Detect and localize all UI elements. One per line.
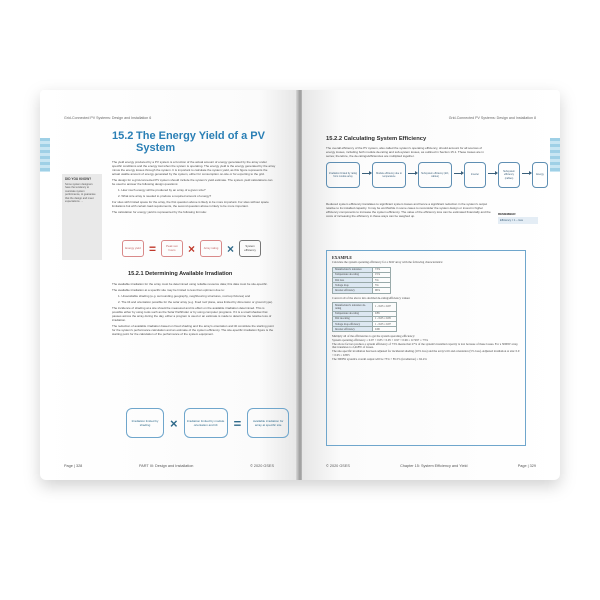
table-cell: Voltage drop efficiency bbox=[333, 321, 373, 326]
table-cell: 1 - 0.03 = 0.97 bbox=[373, 321, 397, 326]
table-row bbox=[333, 327, 397, 332]
paragraph: The design for a grid-connected PV system should include the system's yield estimate. The system yield calculations can be used to answer the following design questions: bbox=[112, 178, 273, 186]
characteristics-table bbox=[332, 267, 391, 294]
paragraph: The available irradiation at a specific site may be limited to less than optimum due to: bbox=[112, 288, 225, 292]
table-cell: 0.85 bbox=[373, 311, 397, 316]
table-cell: Voltage drop bbox=[333, 283, 373, 288]
subsection-title: 15.2.1 Determining Available Irradiation bbox=[128, 271, 233, 277]
paragraph: The calculation for energy yield is represented by the following formula: bbox=[112, 210, 207, 214]
irradiation-orientation-box: Irradiation limited by module orientation and tilt bbox=[184, 408, 228, 438]
example-text: Convert all of the above into decimal de-rating/efficiency values: bbox=[332, 295, 411, 300]
table-cell: 1 - 0.05 = 0.95 bbox=[373, 316, 397, 321]
table-cell: Dirt de-rating bbox=[333, 316, 373, 321]
arrow-icon bbox=[408, 173, 416, 174]
example-text: The 3000W system's overall output will be 73% × 85.5% (irradiation) = 62.4% bbox=[332, 356, 427, 361]
intro-text: The overall efficiency of the PV system, also called the system's operating efficiency, should account for all sources of energy losses, including both module de-rating and sub-system losses, as outlined in Section 15.1. These losses are in series; therefore, the de-ratings/efficiencies are multiplied together. bbox=[326, 146, 484, 158]
list-item: 2. What size array is needed to produce a required amount of energy? bbox=[118, 194, 212, 198]
table-cell: Inverter efficiency bbox=[333, 288, 373, 293]
irradiation-diagram bbox=[126, 408, 289, 438]
table-cell: Dirt loss bbox=[333, 278, 373, 283]
table-cell: 15% bbox=[373, 272, 391, 277]
subsection-title: 15.2.2 Calculating System Efficiency bbox=[326, 136, 427, 142]
chapter-tab bbox=[40, 138, 50, 172]
right-page bbox=[302, 90, 560, 480]
table-cell: Temperature de-rating bbox=[333, 272, 373, 277]
derating-table bbox=[332, 302, 397, 332]
remember-title: REMEMBER bbox=[498, 212, 516, 216]
sidebar-title: DID YOU KNOW? bbox=[65, 177, 92, 181]
multiply-symbol: × bbox=[227, 241, 235, 256]
example-text: The site-specific irradiation has been adjusted for incidental shading (10% loss) and the array's tilt and orientation (5% loss). Adjusted irradiation at site: 0.9 × 0.95 = 0.855 bbox=[332, 349, 520, 357]
example-title: EXAMPLE bbox=[332, 255, 352, 260]
example-text: Multiply all of the efficiencies to get the system operating efficiency: bbox=[332, 334, 416, 339]
did-you-know-sidebar bbox=[62, 174, 102, 260]
paragraph: Reduced system efficiency translates to significant system losses and hence a significant reduction in the system's output relative to its installed capacity. It may be worthwhile in some cases to reconsider the system design or invest in higher efficiency components to increase the system efficiency. The value of the efficiency loss can be estimated financially and the costs of increasing the efficiency in these ways can be weighed up. bbox=[326, 202, 491, 218]
table-cell: Manufacturer's tolerance de-rating bbox=[333, 303, 373, 311]
table-cell: 5% bbox=[373, 278, 391, 283]
formula-system-efficiency: System efficiency bbox=[239, 240, 261, 257]
formula-array-rating: Array rating bbox=[200, 240, 222, 257]
table-row bbox=[333, 288, 391, 293]
remember-box bbox=[498, 212, 538, 224]
arrow-icon bbox=[454, 173, 462, 174]
sidebar-text: Some system designers have the tendency to overstate system performance, to guarantee that the design and meet expectations. ... bbox=[65, 183, 96, 204]
example-text: Calculate the system operating efficiency for a 3kW array with the following characteristics: bbox=[332, 260, 444, 264]
copyright: © 2020 GSES bbox=[250, 464, 274, 468]
right-footer bbox=[326, 464, 536, 468]
section-title: The Energy Yield of a PV System bbox=[136, 130, 265, 154]
open-book bbox=[40, 90, 560, 480]
efficiency-flow-diagram bbox=[326, 162, 548, 194]
example-text: The above factors produce a system efficiency of 73% means that 27% of the system's installed capacity is lost because of these losses. For a 3000W array, that translates to 2,418W of losses. bbox=[332, 341, 519, 350]
flow-step: Irradiation limited by rating from module array bbox=[326, 162, 360, 188]
part-label: PART III: Design and Installation bbox=[138, 464, 194, 468]
table-cell: 3% bbox=[373, 283, 391, 288]
formula-energy-yield: Energy yield bbox=[122, 240, 144, 257]
paragraph: The reduction of available irradiation based on fixed shading and the array's orientation and tilt constitute the starting point for the system's performance calculation and an estimate of the system efficiency. The site-specific irradiation figure is the starting point for the calculation of the performance of the system equipment. bbox=[112, 324, 274, 336]
example-box bbox=[326, 250, 526, 446]
available-irradiation-box: Available irradiation for array at specific site bbox=[247, 408, 289, 438]
table-row bbox=[333, 303, 397, 311]
equals-symbol: = bbox=[233, 415, 242, 431]
flow-step: Inverter bbox=[464, 162, 486, 188]
copyright: © 2020 GSES bbox=[326, 464, 350, 468]
table-cell: 1 - 0.03 = 0.97 bbox=[373, 303, 397, 311]
table-cell: Inverter efficiency bbox=[333, 327, 373, 332]
intro-text bbox=[112, 160, 276, 216]
irradiation-shading-box: Irradiation limited by shading bbox=[126, 408, 164, 438]
flow-step: Subsystem efficiency (dirt, cables) bbox=[418, 162, 452, 188]
paragraph: For sites with limited space for the array, the first question above is likely to be more important. For sites without space limitations but with certain load requirements, the second question above is likely to be more important. bbox=[112, 200, 269, 208]
equals-symbol: = bbox=[149, 241, 157, 256]
paragraph: The incidence of shading at a site should be measured and its effect on the available irradiation determined. This is possible either by using tools such as the Solar Pathfinder or by using computer programs. If it is a small shadow that passes across the array during the day, either a program is used or an estimate is made to determine the relative loss of irradiation. bbox=[112, 306, 272, 322]
multiply-symbol: × bbox=[188, 241, 196, 256]
chapter-label: Chapter 15: System Efficiency and Yield bbox=[400, 464, 468, 468]
running-head: Grid-Connected PV Systems: Design and Installation 8 bbox=[448, 116, 536, 120]
flow-step: Subsystem efficiency (cables) bbox=[498, 162, 520, 188]
table-cell: 0.96 bbox=[373, 327, 397, 332]
arrow-icon bbox=[488, 173, 496, 174]
arrow-icon bbox=[522, 173, 530, 174]
page-number: Page | 329 bbox=[517, 464, 536, 468]
paragraph: The yield energy produced by a PV system is a function of the actual amount of energy generated by the array under specific conditions and the energy lost when the system is operating. The energy yield is the energy generated by the array minus the energy losses through the system. It is important to calculate the system yield, as this figure represents the actual usable amount of energy generated by the system, either for consumption on-site or for exporting to the grid. bbox=[112, 160, 276, 176]
left-page bbox=[40, 90, 298, 480]
list-item: 2. The tilt and orientation possible for the solar array (e.g. fixed roof plane, area limited by dimension or ground type). bbox=[118, 300, 274, 304]
page-number: Page | 328 bbox=[64, 464, 83, 468]
list-item: 1. Unavoidable shading (e.g. surrounding geography, neighbouring structures, roof-top fixtures) and bbox=[118, 294, 251, 298]
multiply-symbol: × bbox=[170, 415, 178, 431]
left-footer bbox=[64, 464, 274, 468]
section-number: 15.2 bbox=[112, 130, 134, 142]
arrow-icon bbox=[362, 173, 370, 174]
list-item: 1. How much energy will be produced by an array of a given size? bbox=[118, 188, 206, 192]
flow-step: Energy bbox=[532, 162, 548, 188]
subsection-text bbox=[112, 282, 276, 338]
table-cell: ±3% bbox=[373, 267, 391, 272]
flow-step: Module efficiency due to temperature bbox=[372, 162, 406, 188]
energy-yield-formula bbox=[122, 240, 261, 257]
table-cell: Temperature de-rating bbox=[333, 311, 373, 316]
running-head: Grid-Connected PV Systems: Design and Installation 6 bbox=[64, 116, 152, 120]
paragraph: The available irradiation for the array must be determined using reliable resource data; this data must be site-specific. bbox=[112, 282, 268, 286]
remember-text: Efficiency = 1 – loss bbox=[498, 217, 538, 224]
formula-peak-sun-hours: Peak sun hours bbox=[161, 240, 183, 257]
example-text: System operating efficiency = 0.97 × 0.85 × 0.95 × 0.97 × 0.96 = 0.7297 = 73% bbox=[332, 337, 428, 342]
table-cell: Manufacturer's tolerance bbox=[333, 267, 373, 272]
table-cell: 96% bbox=[373, 288, 391, 293]
chapter-tab bbox=[550, 138, 560, 172]
